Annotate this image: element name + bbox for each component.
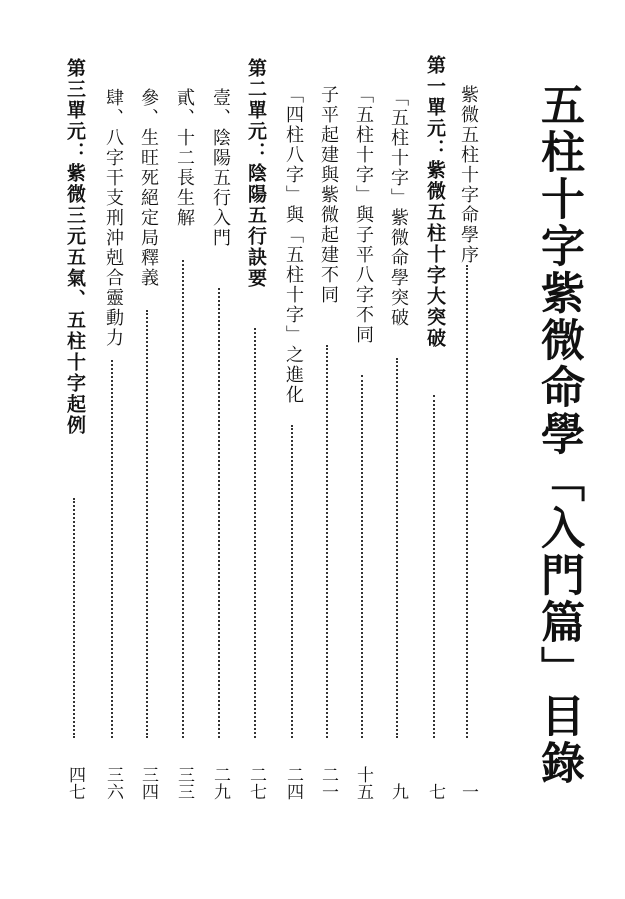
toc-entry-page: 九: [388, 783, 408, 800]
toc-entry-page: 七: [425, 783, 445, 800]
toc-entry-page: 一: [458, 783, 478, 800]
toc-entry-page: 二四: [283, 766, 303, 800]
dot-leader: [396, 358, 402, 738]
toc-entry-label: 壹、陰陽五行入門: [210, 88, 231, 248]
toc-entry-evolution[interactable]: [281, 85, 305, 800]
toc-entry-ziping-difference[interactable]: [351, 85, 375, 800]
toc-entry-label: 第三單元：紫微三元五氣、五柱十字起例: [64, 58, 86, 436]
toc-entry-yinyang[interactable]: [208, 88, 232, 800]
toc-entry-label: 第二單元：陰陽五行訣要: [245, 58, 267, 289]
toc-entry-qijian[interactable]: [316, 85, 340, 800]
toc-entry-label: 貳、十二長生解: [174, 88, 195, 228]
toc-entry-label: 「四柱八字」與「五柱十字」之進化: [283, 85, 304, 405]
dot-leader: [291, 425, 297, 738]
dot-leader: [182, 260, 188, 738]
dot-leader: [111, 360, 117, 738]
toc-entry-label: 紫微五柱十字命學序: [458, 85, 479, 265]
toc-entry-breakthrough[interactable]: [386, 88, 410, 800]
toc-entry-label: 「五柱十字」與子平八字不同: [353, 85, 374, 345]
toc-entry-page: 三四: [138, 766, 158, 800]
toc-entry-shengwang[interactable]: [136, 88, 160, 800]
dot-leader: [466, 265, 472, 738]
toc-entry-unit-3[interactable]: [63, 58, 87, 800]
toc-entry-page: 三六: [103, 766, 123, 800]
dot-leader: [326, 345, 332, 738]
toc-entry-page: 二一: [318, 766, 338, 800]
page-title: 五柱十字紫微命學「入門篇」目錄: [533, 82, 584, 787]
toc-entry-unit-2[interactable]: [244, 58, 268, 800]
toc-entry-page: 二七: [246, 766, 266, 800]
toc-entry-label: 子平起建與紫微起建不同: [318, 85, 339, 305]
toc-entry-label: 參、生旺死絕定局釋義: [138, 88, 159, 288]
toc-entry-preface[interactable]: [456, 85, 480, 800]
toc-entry-page: 二九: [210, 766, 230, 800]
toc-entry-label: 「五柱十字」紫微命學突破: [388, 88, 409, 328]
toc-entry-label: 第一單元：紫微五柱十字大突破: [424, 55, 446, 349]
toc-entry-page: 三三: [174, 766, 194, 800]
toc-entry-unit-1[interactable]: [423, 55, 447, 800]
dot-leader: [361, 375, 367, 738]
dot-leader: [433, 395, 439, 738]
toc-entry-page: 四七: [65, 766, 85, 800]
dot-leader: [146, 310, 152, 738]
toc-entry-label: 肆、八字干支刑沖剋合靈動力: [103, 88, 124, 348]
dot-leader: [73, 498, 79, 738]
toc-entry-page: 十五: [353, 766, 373, 800]
dot-leader: [218, 288, 224, 738]
toc-entry-ganzhi[interactable]: [101, 88, 125, 800]
dot-leader: [254, 328, 260, 738]
toc-entry-changsheng[interactable]: [172, 88, 196, 800]
